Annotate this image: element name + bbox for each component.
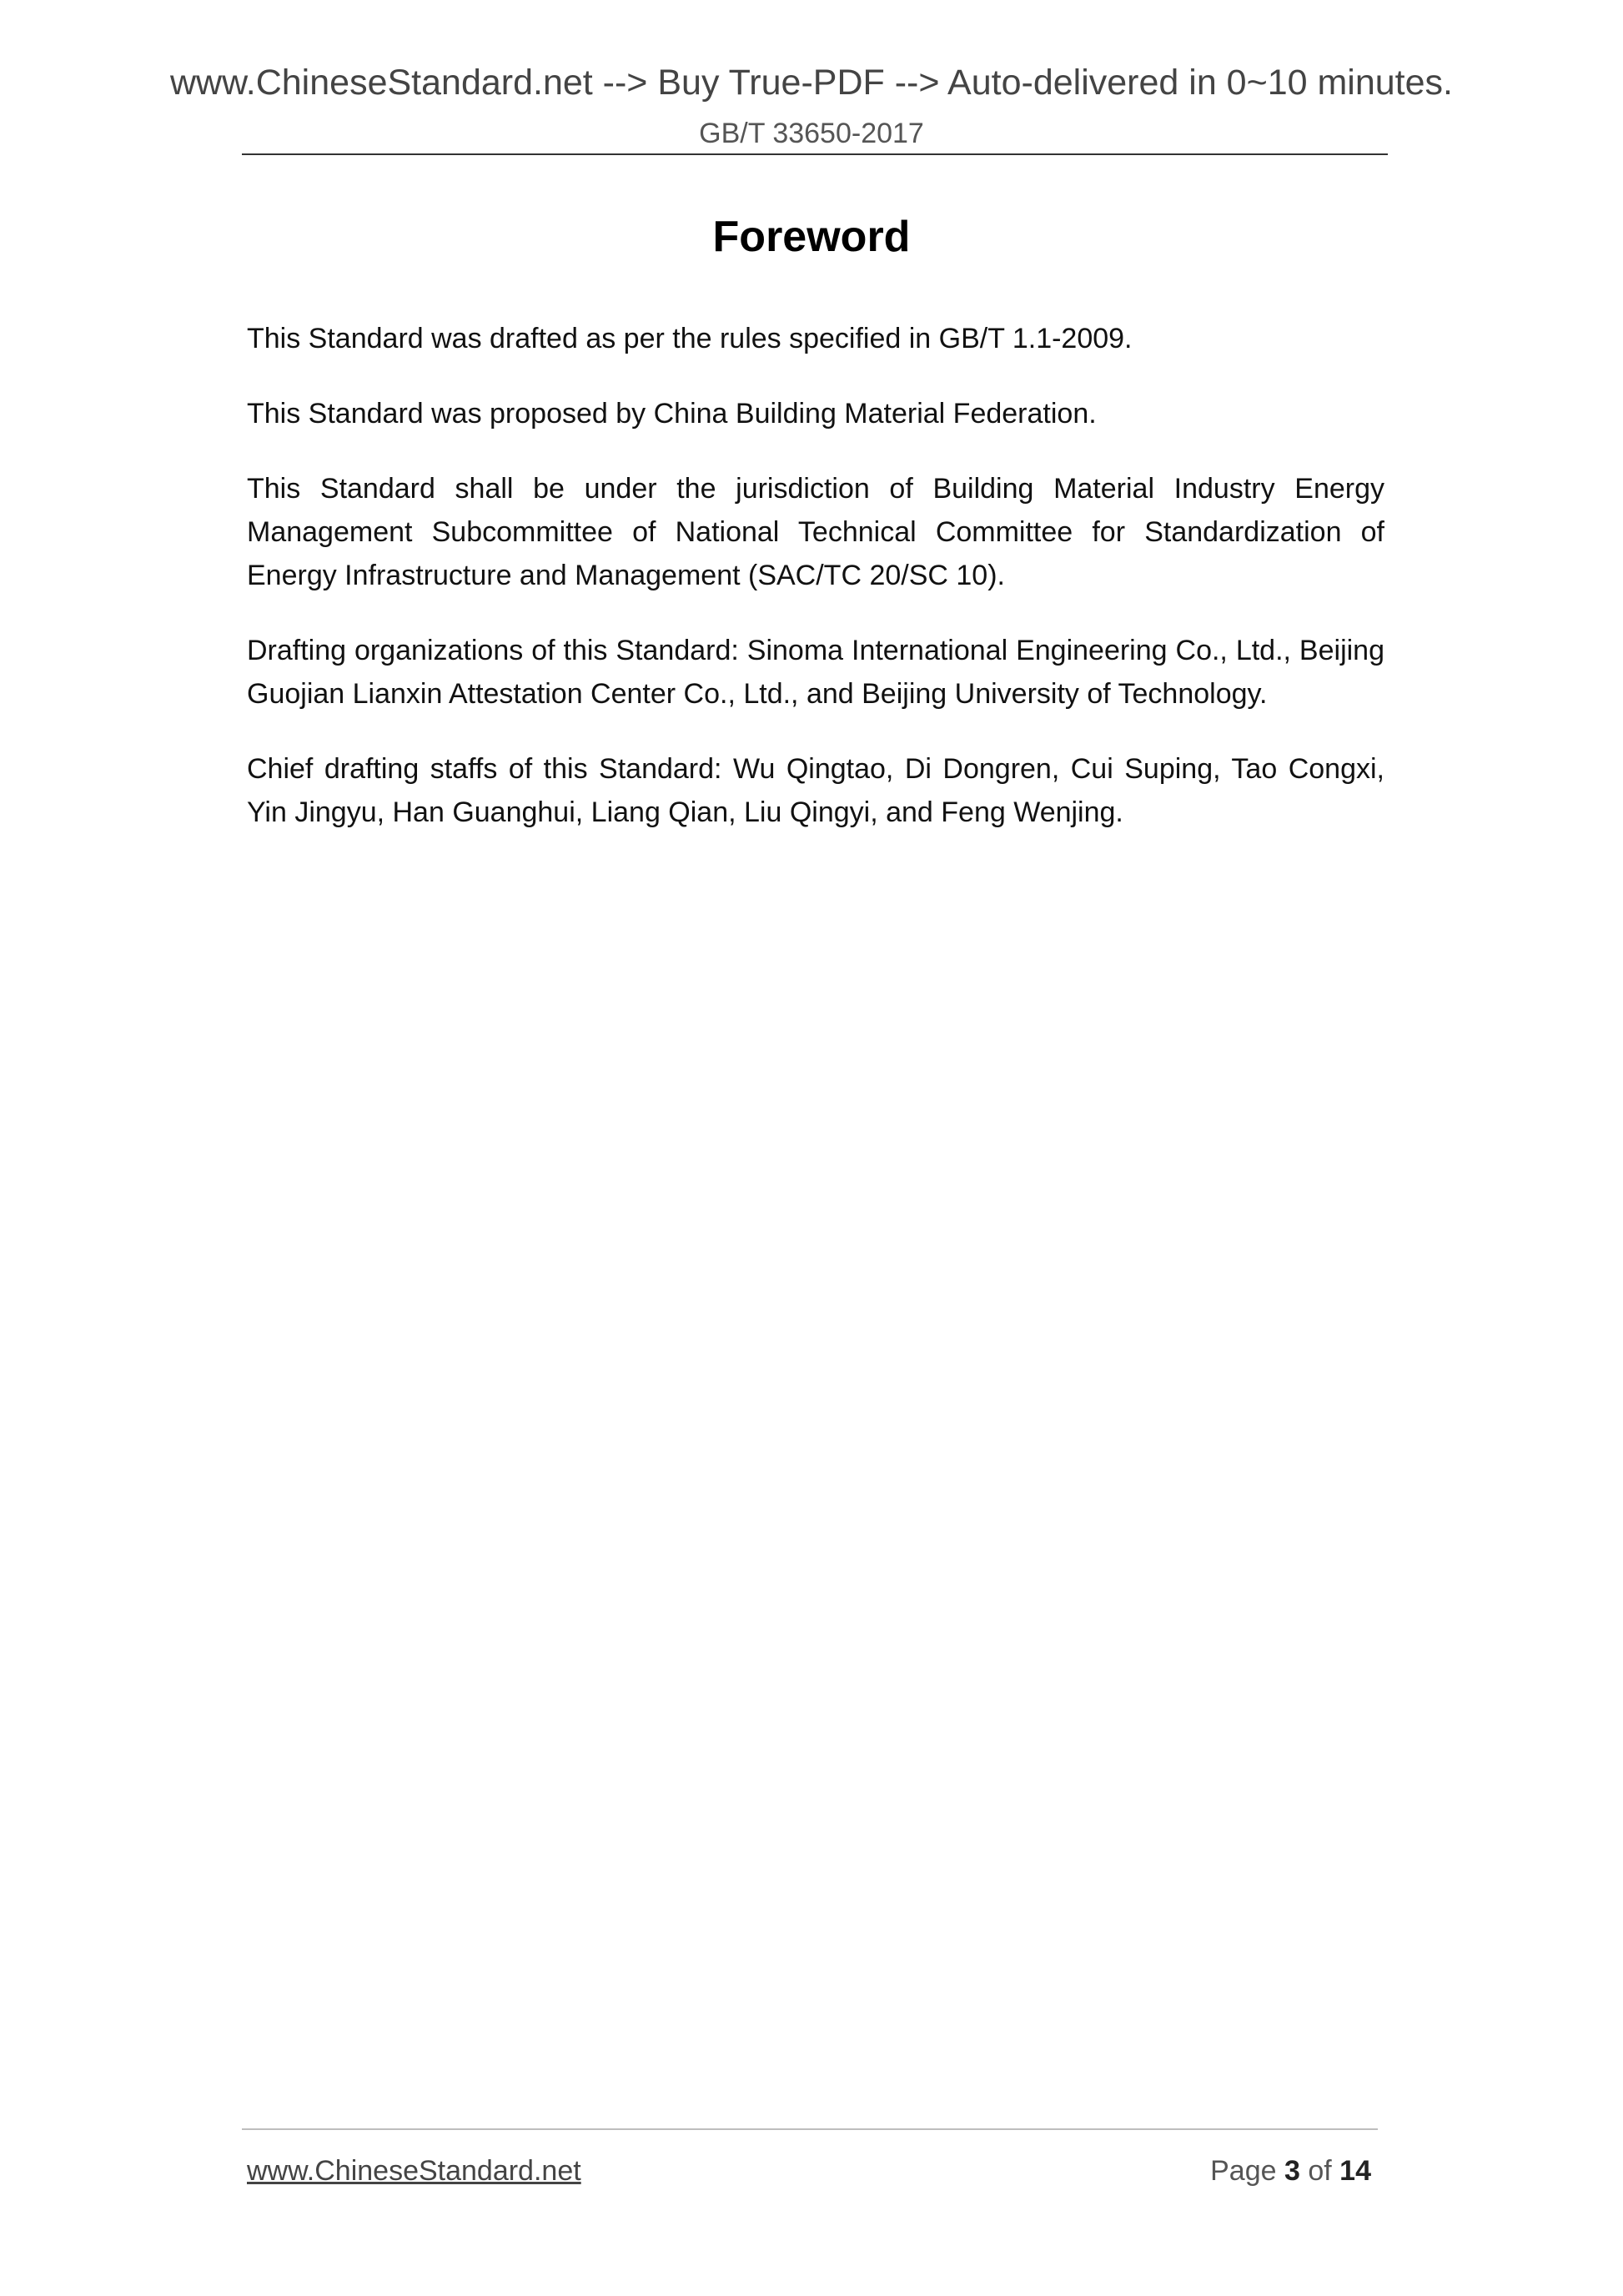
paragraph-drafting-rules: This Standard was drafted as per the rules specified in GB/T 1.1-2009. xyxy=(247,323,1133,354)
page-title: Foreword xyxy=(712,213,911,261)
page-prefix: Page xyxy=(1210,2155,1277,2187)
header-divider xyxy=(242,153,1388,155)
page-total: 14 xyxy=(1339,2155,1371,2187)
paragraph-drafting-staff: Chief drafting staffs of this Standard: Wu Qingtao, Di Dongren, Cui Suping, Tao Congxi, Yin Jingyu, Han Guanghui, Liang Qian, Liu Qingyi, and Feng Wenjing. xyxy=(247,753,1384,828)
paragraph-proposer: This Standard was proposed by China Building Material Federation. xyxy=(247,398,1097,430)
header-banner: www.ChineseStandard.net --> Buy True-PDF --> Auto-delivered in 0~10 minutes. xyxy=(169,63,1453,103)
foreword-body xyxy=(247,317,1384,866)
page-indicator xyxy=(1210,2157,1371,2185)
page-of: of xyxy=(1308,2155,1332,2187)
standard-code: GB/T 33650-2017 xyxy=(699,118,924,149)
paragraph-drafting-organizations: Drafting organizations of this Standard: Sinoma International Engineering Co., Ltd., Beijing Guojian Lianxin Attestation Center Co., Ltd., and Beijing University of Technology. xyxy=(247,635,1384,710)
paragraph-jurisdiction: This Standard shall be under the jurisdiction of Building Material Industry Energy Management Subcommittee of National Technical Committee for Standardization of Energy Infrastructure and Management (SAC/TC 20/SC 10). xyxy=(247,473,1384,591)
footer-site-link[interactable]: www.ChineseStandard.net xyxy=(247,2155,581,2187)
page-current: 3 xyxy=(1284,2155,1300,2187)
footer-divider xyxy=(242,2128,1378,2130)
